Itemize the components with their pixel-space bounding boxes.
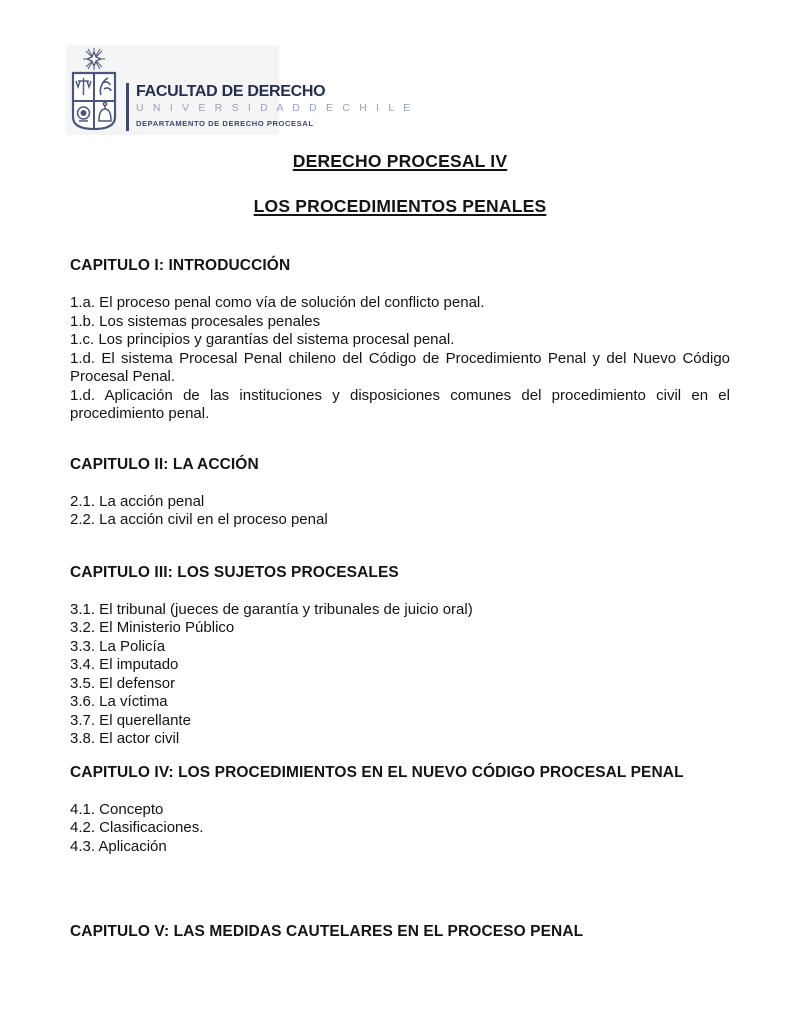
- chapter-item: 1.a. El proceso penal como vía de solución del conflicto penal.: [70, 294, 485, 311]
- chapter-item: 3.3. La Policía: [70, 637, 166, 655]
- department-name: DEPARTAMENTO DE DERECHO PROCESAL: [136, 119, 314, 128]
- chapter-item: 3.7. El querellante: [70, 711, 191, 729]
- chapter-item: 4.3. Aplicación: [70, 837, 167, 855]
- chapter-2-items: [70, 493, 730, 530]
- chapter-item: 3.4. El imputado: [70, 656, 179, 673]
- chapter-4-items: [70, 801, 730, 857]
- chapter-item: 3.5. El defensor: [70, 674, 176, 692]
- chapter-item: 1.d. Aplicación de las instituciones y disposiciones comunes del procedimiento civil en el procedimiento penal.: [70, 386, 730, 422]
- chapter-item: 3.8. El actor civil: [70, 730, 180, 747]
- university-name: U N I V E R S I D A D D E C H I L E: [136, 102, 414, 114]
- chapter-heading-2: CAPITULO II: LA ACCIÓN: [70, 455, 259, 473]
- university-crest-icon: [68, 47, 120, 131]
- chapter-heading-4: CAPITULO IV: LOS PROCEDIMIENTOS EN EL NUEVO CÓDIGO PROCESAL PENAL: [70, 763, 684, 781]
- chapter-1-items: [70, 294, 730, 424]
- chapter-item: 4.1. Concepto: [70, 800, 164, 818]
- chapter-heading-1: CAPITULO I: INTRODUCCIÓN: [70, 257, 291, 274]
- chapter-heading-5: CAPITULO V: LAS MEDIDAS CAUTELARES EN EL PROCESO PENAL: [70, 923, 584, 940]
- faculty-name: FACULTAD DE DERECHO: [136, 83, 326, 100]
- document-title: DERECHO PROCESAL IV: [292, 151, 508, 171]
- chapter-item: 3.6. La víctima: [70, 693, 168, 710]
- document-subtitle: LOS PROCEDIMIENTOS PENALES: [253, 196, 547, 216]
- chapter-3-items: [70, 601, 730, 749]
- chapter-item: 3.1. El tribunal (jueces de garantía y tribunales de juicio oral): [70, 600, 473, 618]
- chapter-item: 3.2. El Ministerio Público: [70, 619, 235, 636]
- chapter-item: 4.2. Clasificaciones.: [70, 819, 204, 836]
- chapter-item: 1.c. Los principios y garantías del sistema procesal penal.: [70, 331, 455, 348]
- chapter-item: 1.d. El sistema Procesal Penal chileno del Código de Procedimiento Penal y del Nuevo Código Procesal Penal.: [70, 349, 730, 385]
- chapter-item: 2.1. La acción penal: [70, 492, 205, 510]
- chapter-heading-3: CAPITULO III: LOS SUJETOS PROCESALES: [70, 563, 399, 581]
- chapter-item: 2.2. La acción civil en el proceso penal: [70, 511, 328, 528]
- logo-text-block: [126, 83, 413, 131]
- chapter-item: 1.b. Los sistemas procesales penales: [70, 312, 321, 330]
- university-logo: [66, 45, 414, 135]
